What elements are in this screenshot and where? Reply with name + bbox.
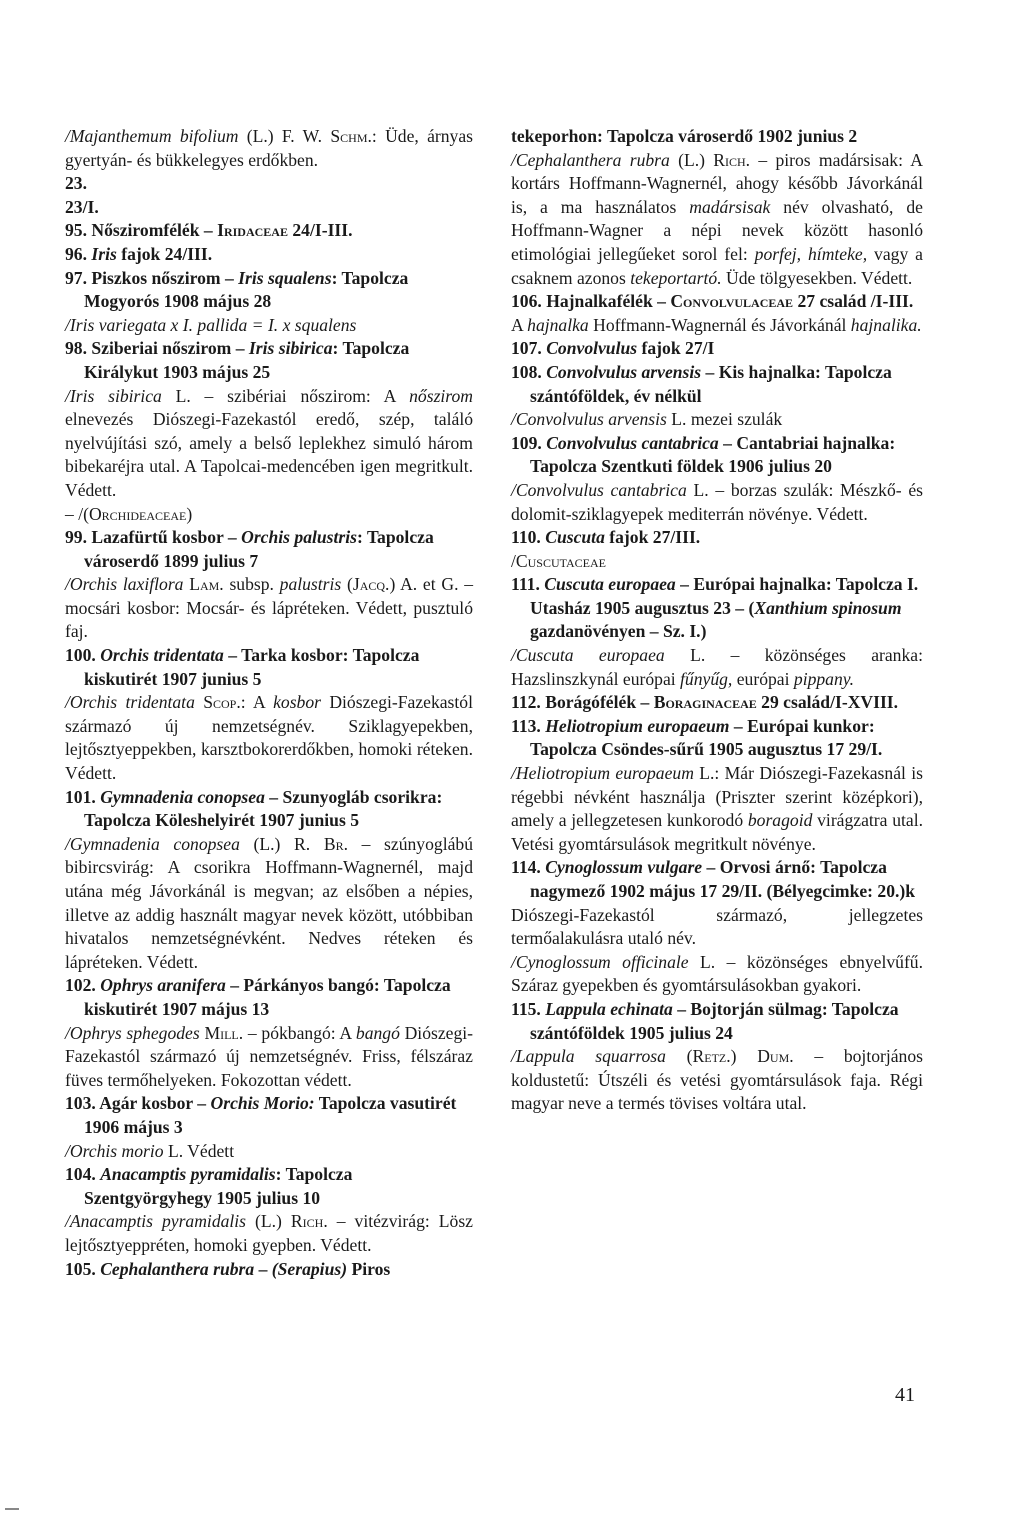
text-run: 101. (65, 786, 101, 807)
text-run: Retz. (692, 1046, 731, 1067)
text-run: – vitézvirág: Lösz lejtősztyeppréten, homoki gyepben. Védett. (65, 1211, 473, 1255)
text-run: – pókbangó: A (243, 1022, 356, 1043)
text-run: Iris squalens (238, 267, 332, 288)
text-run: – Orvosi árnő: Tapolcza nagymező 1902 május 17 29/II. (Bélyegcimke: 20.)k (530, 857, 916, 901)
entry-text (65, 125, 473, 172)
text-run: subsp. (223, 574, 280, 595)
text-run: Diószegi-Fazekastól származó, jellegzetes termőalakulásra utaló név. (511, 904, 923, 949)
text-run: 100. (65, 645, 101, 666)
text-run: /Lappula squarrosa (511, 1046, 666, 1067)
text-run: Piros (347, 1258, 391, 1279)
text-run: L. – szibériai nőszirom: A (161, 385, 410, 406)
entry-heading (65, 243, 473, 267)
text-run: Orchis tridentata (100, 645, 224, 666)
text-run: virágzatra utal. Vetési gyomtársulások megritkult növénye. (511, 810, 923, 854)
entry-text (65, 503, 473, 527)
text-run: 23. (65, 173, 87, 194)
text-run: Lappula echinata (545, 998, 673, 1019)
text-run: /Convolvulus cantabrica (511, 479, 687, 500)
text-run: Tapolcza vasutirét 1906 május 3 (84, 1093, 457, 1137)
text-run: /Orchis laxiflora (65, 574, 184, 595)
text-run: (L.) (669, 149, 714, 170)
entry-heading (511, 998, 923, 1045)
entry-heading (65, 786, 473, 833)
entry-heading (65, 337, 473, 384)
text-run: – /( (65, 503, 89, 524)
text-run: bangó (355, 1022, 400, 1043)
entry-text (511, 762, 923, 856)
text-run: : Tapolcza Királykut 1903 május 25 (84, 338, 410, 382)
text-run: – (254, 1258, 272, 1279)
entry-text (511, 550, 923, 574)
text-run: Lam. (189, 574, 224, 595)
text-run: Cuscutaceae (515, 550, 607, 571)
entry-text (511, 149, 923, 291)
entry-text (511, 904, 923, 951)
text-run: /Ophrys sphegodes (65, 1022, 200, 1043)
text-run: porfej, hímteke, (754, 243, 868, 264)
text-run: Iridaceae (217, 220, 288, 241)
text-run: /Gymnadenia conopsea (65, 833, 240, 854)
text-run: fajok 24/III. (116, 243, 213, 264)
text-run: Üde tölgyesekben. Védett. (721, 267, 913, 288)
text-run: pippany. (793, 668, 855, 689)
text-run: – Európai kunkor: Tapolcza Csöndes-sűrű 1905 augusztus 17 29/I. (530, 715, 883, 760)
entry-heading (65, 267, 473, 314)
text-run: 107. (511, 338, 547, 359)
text-run: Cephalanthera rubra (100, 1258, 255, 1279)
text-run: – Kis hajnalka: Tapolcza szántóföldek, év nélkül (530, 361, 892, 406)
text-run: Rich. (290, 1211, 328, 1232)
entry-text (65, 573, 473, 644)
text-run: ) (186, 503, 193, 524)
text-run: – Európai hajnalka: Tapolcza I. Utasház 1905 augusztus 23 – ( (530, 574, 919, 618)
text-run: Schm. (330, 126, 372, 146)
text-run: L. – közönséges aranka: Hazslinszkynál európai (511, 645, 923, 689)
entry-heading (511, 856, 923, 903)
text-run: : Üde, árnyas gyertyán- és bükkelegyes erdőkben. (65, 126, 473, 170)
text-run: 24/I-III. (287, 220, 353, 241)
page-number: 41 (895, 1384, 915, 1406)
entry-text (511, 479, 923, 526)
text-run: : Tapolcza városerdő 1899 julius 7 (84, 527, 434, 571)
entry-heading (65, 1163, 473, 1210)
text-run: (Serapius) (271, 1258, 348, 1279)
text-run: 109. (511, 432, 547, 453)
text-run: – Tarka kosbor: Tapolcza kiskutirét 1907 junius 5 (84, 645, 420, 689)
entry-heading (511, 573, 923, 644)
text-run: 114. (511, 857, 546, 878)
text-run: hajnalika. (850, 314, 922, 335)
entry-text (511, 951, 923, 998)
entry-heading (65, 219, 473, 243)
text-run: kosbor (273, 692, 321, 713)
text-run: 112. Borágófélék – (511, 692, 654, 713)
corner-mark (5, 1508, 19, 1510)
text-run: 115. (511, 998, 546, 1019)
entry-heading (511, 337, 923, 361)
text-run: név olvasható, de Hoffmann-Wagner a népi nevek között hasonló etimológiai jellegűeket sorol fel: (511, 196, 923, 264)
text-run: 106. Hajnalkafélék – (511, 291, 671, 312)
entry-heading (65, 1092, 473, 1139)
text-run: boragoid (747, 810, 813, 831)
text-run: /Iris sibirica (65, 385, 162, 406)
text-run: Orchideaceae (88, 503, 187, 524)
text-run: Iris (91, 243, 117, 264)
text-run: 99. Lazafürtű kosbor – (65, 527, 242, 548)
text-run: – bojtorjános koldustetű: Útszéli és vetési gyomtársulások faja. Régi magyar neve a termés tövises voltára utal. (511, 1046, 923, 1114)
text-run: Anacamptis pyramidalis (100, 1164, 276, 1185)
text-run: – piros madársisak: A kortárs Hoffmann-Wagnernél, ahogy később Jávorkánál is, a ma használatos (511, 149, 923, 217)
text-run: elnevezés Diószegi-Fazekastól eredő, szép, találó nyelvújítási szó, amely a belső leplekhez simuló három bibekaréjra utal. A Tapolcai-medencében igen megritkult. Védett. (65, 409, 473, 500)
text-run: A (511, 314, 528, 335)
text-run: – szúnyoglábú bibircsvirág: A csorikra Hoffmann-Wagnernél, majd utána még Jávorkánál is megvan; az elsőben a népies, illetve az addig használt magyar nevek között, utóbbiban hivatalos nemzetségnévként. Nedves réteken és lápréteken. Védett. (65, 833, 473, 972)
left-column (65, 125, 473, 1281)
entry-heading (65, 196, 473, 220)
text-run: /Anacamptis pyramidalis (65, 1211, 247, 1232)
text-run: L. – borzas szulák: Mészkő- és dolomit-sziklagyepek mediterrán növénye. Védett. (511, 479, 923, 524)
right-column (511, 125, 923, 1116)
entry-heading (511, 361, 923, 408)
text-run: Cuscuta (545, 527, 605, 548)
text-run: /Cephalanthera rubra (511, 149, 670, 170)
entry-text (511, 1045, 923, 1116)
text-run: /Majanthemum bifolium (65, 126, 239, 146)
text-run: 102. (65, 975, 101, 996)
text-run: Convolvulus arvensis (546, 361, 702, 382)
text-run: Convolvulaceae (670, 291, 794, 312)
text-run: palustris (279, 574, 342, 595)
text-run: vagy a csaknem azonos (511, 243, 923, 288)
text-run: : Tapolcza Mogyorós 1908 május 28 (84, 267, 409, 312)
text-run: nőszirom (409, 385, 473, 406)
text-run: ) A. et G. – mocsári kosbor: Mocsár- és lápréteken. Védett, pusztuló faj. (65, 574, 473, 642)
entry-text (511, 314, 923, 338)
text-run: Cynoglossum vulgare (545, 857, 703, 878)
text-run: Hoffmann-Wagnernál és Jávorkánál (588, 314, 851, 335)
text-run: madársisak (689, 196, 771, 217)
text-run: – Párkányos bangó: Tapolcza kiskutirét 1907 május 13 (84, 975, 451, 1019)
entry-text (65, 833, 473, 975)
text-run: 108. (511, 361, 547, 382)
text-run: Jacq. (352, 574, 390, 595)
entry-heading (65, 644, 473, 691)
text-run: Convolvulus cantabrica (546, 432, 719, 453)
text-run: Cuscuta europaea (544, 574, 676, 595)
text-run (195, 692, 203, 712)
entry-heading (65, 172, 473, 196)
text-run: 96. (65, 243, 92, 264)
text-run: Heliotropium europaeum (545, 715, 730, 736)
text-run: gazdanövényen – Sz. I.) (530, 621, 707, 642)
text-run: Iris sibirica (248, 338, 333, 359)
text-run: Diószegi-Fazekastól származó új nemzetségnév. Friss, félszáraz füves termőhelyeken. Fokozottan védett. (65, 1022, 473, 1090)
text-run: : A (240, 692, 274, 713)
text-run: fűnyűg, (680, 668, 733, 689)
text-run: (L.) (246, 1211, 291, 1232)
text-run: 23/I. (65, 196, 99, 217)
text-run: Xanthium spinosum (754, 597, 902, 618)
text-run: – Cantabriai hajnalka: Tapolcza Szentkuti földek 1906 julius 20 (530, 432, 896, 477)
entry-text (65, 1210, 473, 1257)
entry-text (65, 1022, 473, 1093)
entry-text (65, 385, 473, 503)
text-run: 27 család /I-III. (793, 291, 914, 312)
text-run: Gymnadenia conopsea (100, 786, 265, 807)
entry-heading (511, 715, 923, 762)
entry-heading (65, 526, 473, 573)
entry-text (65, 691, 473, 785)
text-run: Scop. (203, 692, 241, 713)
entry-heading (511, 432, 923, 479)
text-run: / (511, 550, 516, 571)
text-run: – Szunyogláb csorikra: Tapolcza Köleshelyirét 1907 junius 5 (84, 786, 443, 831)
entry-heading (511, 526, 923, 550)
text-run: tekeporhon: Tapolcza városerdő 1902 junius 2 (511, 126, 858, 146)
text-run: ( (665, 1046, 693, 1067)
text-run: /Convolvulus arvensis (511, 409, 667, 430)
text-run: /Iris variegata x I. pallida = I. x squalens (65, 314, 357, 335)
text-run: : Tapolcza Szentgyörgyhegy 1905 julius 10 (84, 1164, 353, 1208)
text-run: L. – közönséges ebnyelvűfű. Száraz gyepekben és gyomtársulásokban gyakori. (511, 951, 923, 996)
entry-heading (65, 974, 473, 1021)
entry-heading (511, 290, 923, 314)
text-run: ( (341, 574, 353, 595)
text-run: Ophrys aranifera (100, 975, 226, 996)
entry-text (65, 314, 473, 338)
text-run: hajnalka (527, 314, 589, 335)
entry-heading (511, 125, 923, 149)
entry-text (511, 408, 923, 432)
text-run: tekeportartó. (630, 267, 722, 288)
text-run: 103. Agár kosbor – (65, 1093, 211, 1114)
text-run: 98. Sziberiai nőszirom – (65, 338, 249, 359)
text-run: 111. (511, 574, 545, 595)
text-run: (L.) R. (239, 833, 324, 854)
text-run: 113. (511, 715, 546, 736)
text-run: európai (732, 668, 794, 689)
text-run: Orchis Morio: (210, 1093, 315, 1114)
text-run: /Heliotropium europaeum (511, 763, 694, 784)
entry-heading (65, 1258, 473, 1282)
text-run: fajok 27/I (637, 338, 715, 359)
text-run: Orchis palustris (241, 527, 357, 548)
text-run: Dum. (757, 1046, 794, 1067)
text-run: Boraginaceae (653, 692, 757, 713)
text-run: /Orchis morio (65, 1140, 164, 1161)
text-run: fajok 27/III. (604, 527, 701, 548)
text-run: ) (730, 1046, 758, 1067)
text-run: Br. (323, 833, 348, 854)
text-run: L. Védett (163, 1140, 235, 1161)
text-run: Rich. (713, 149, 751, 170)
entry-text (65, 1140, 473, 1164)
entry-text (511, 644, 923, 691)
text-run: 95. Nősziromfélék – (65, 220, 218, 241)
text-run: /Cynoglossum officinale (511, 951, 689, 972)
text-run: /Orchis tridentata (65, 692, 195, 713)
text-run: 110. (511, 527, 546, 548)
text-run: Diószegi-Fazekastól származó új nemzetségnév. Sziklagyepekben, lejtősztyeppekben, karsztbokorerdőkben, homoki réteken. Védett. (65, 692, 473, 784)
text-run: 105. (65, 1258, 101, 1279)
text-run: – Bojtorján sülmag: Tapolcza szántóföldek 1905 julius 24 (530, 998, 899, 1043)
text-run: (L.) F. W. (238, 126, 331, 146)
text-run: Convolvulus (546, 338, 638, 359)
text-run: L.: Már Diószegi-Fazekasnál is régebbi névként használja (Priszter szerint középkori), amely a jellegzetesen kunkorodó (511, 763, 923, 831)
text-run: 104. (65, 1164, 101, 1185)
text-run: 97. Piszkos nőszirom – (65, 267, 239, 288)
text-run: L. mezei szulák (666, 409, 783, 430)
text-run: /Cuscuta europaea (511, 645, 665, 666)
text-run: Mill. (204, 1022, 244, 1043)
entry-heading (511, 691, 923, 715)
text-run: 29 család/I-XVIII. (756, 692, 899, 713)
